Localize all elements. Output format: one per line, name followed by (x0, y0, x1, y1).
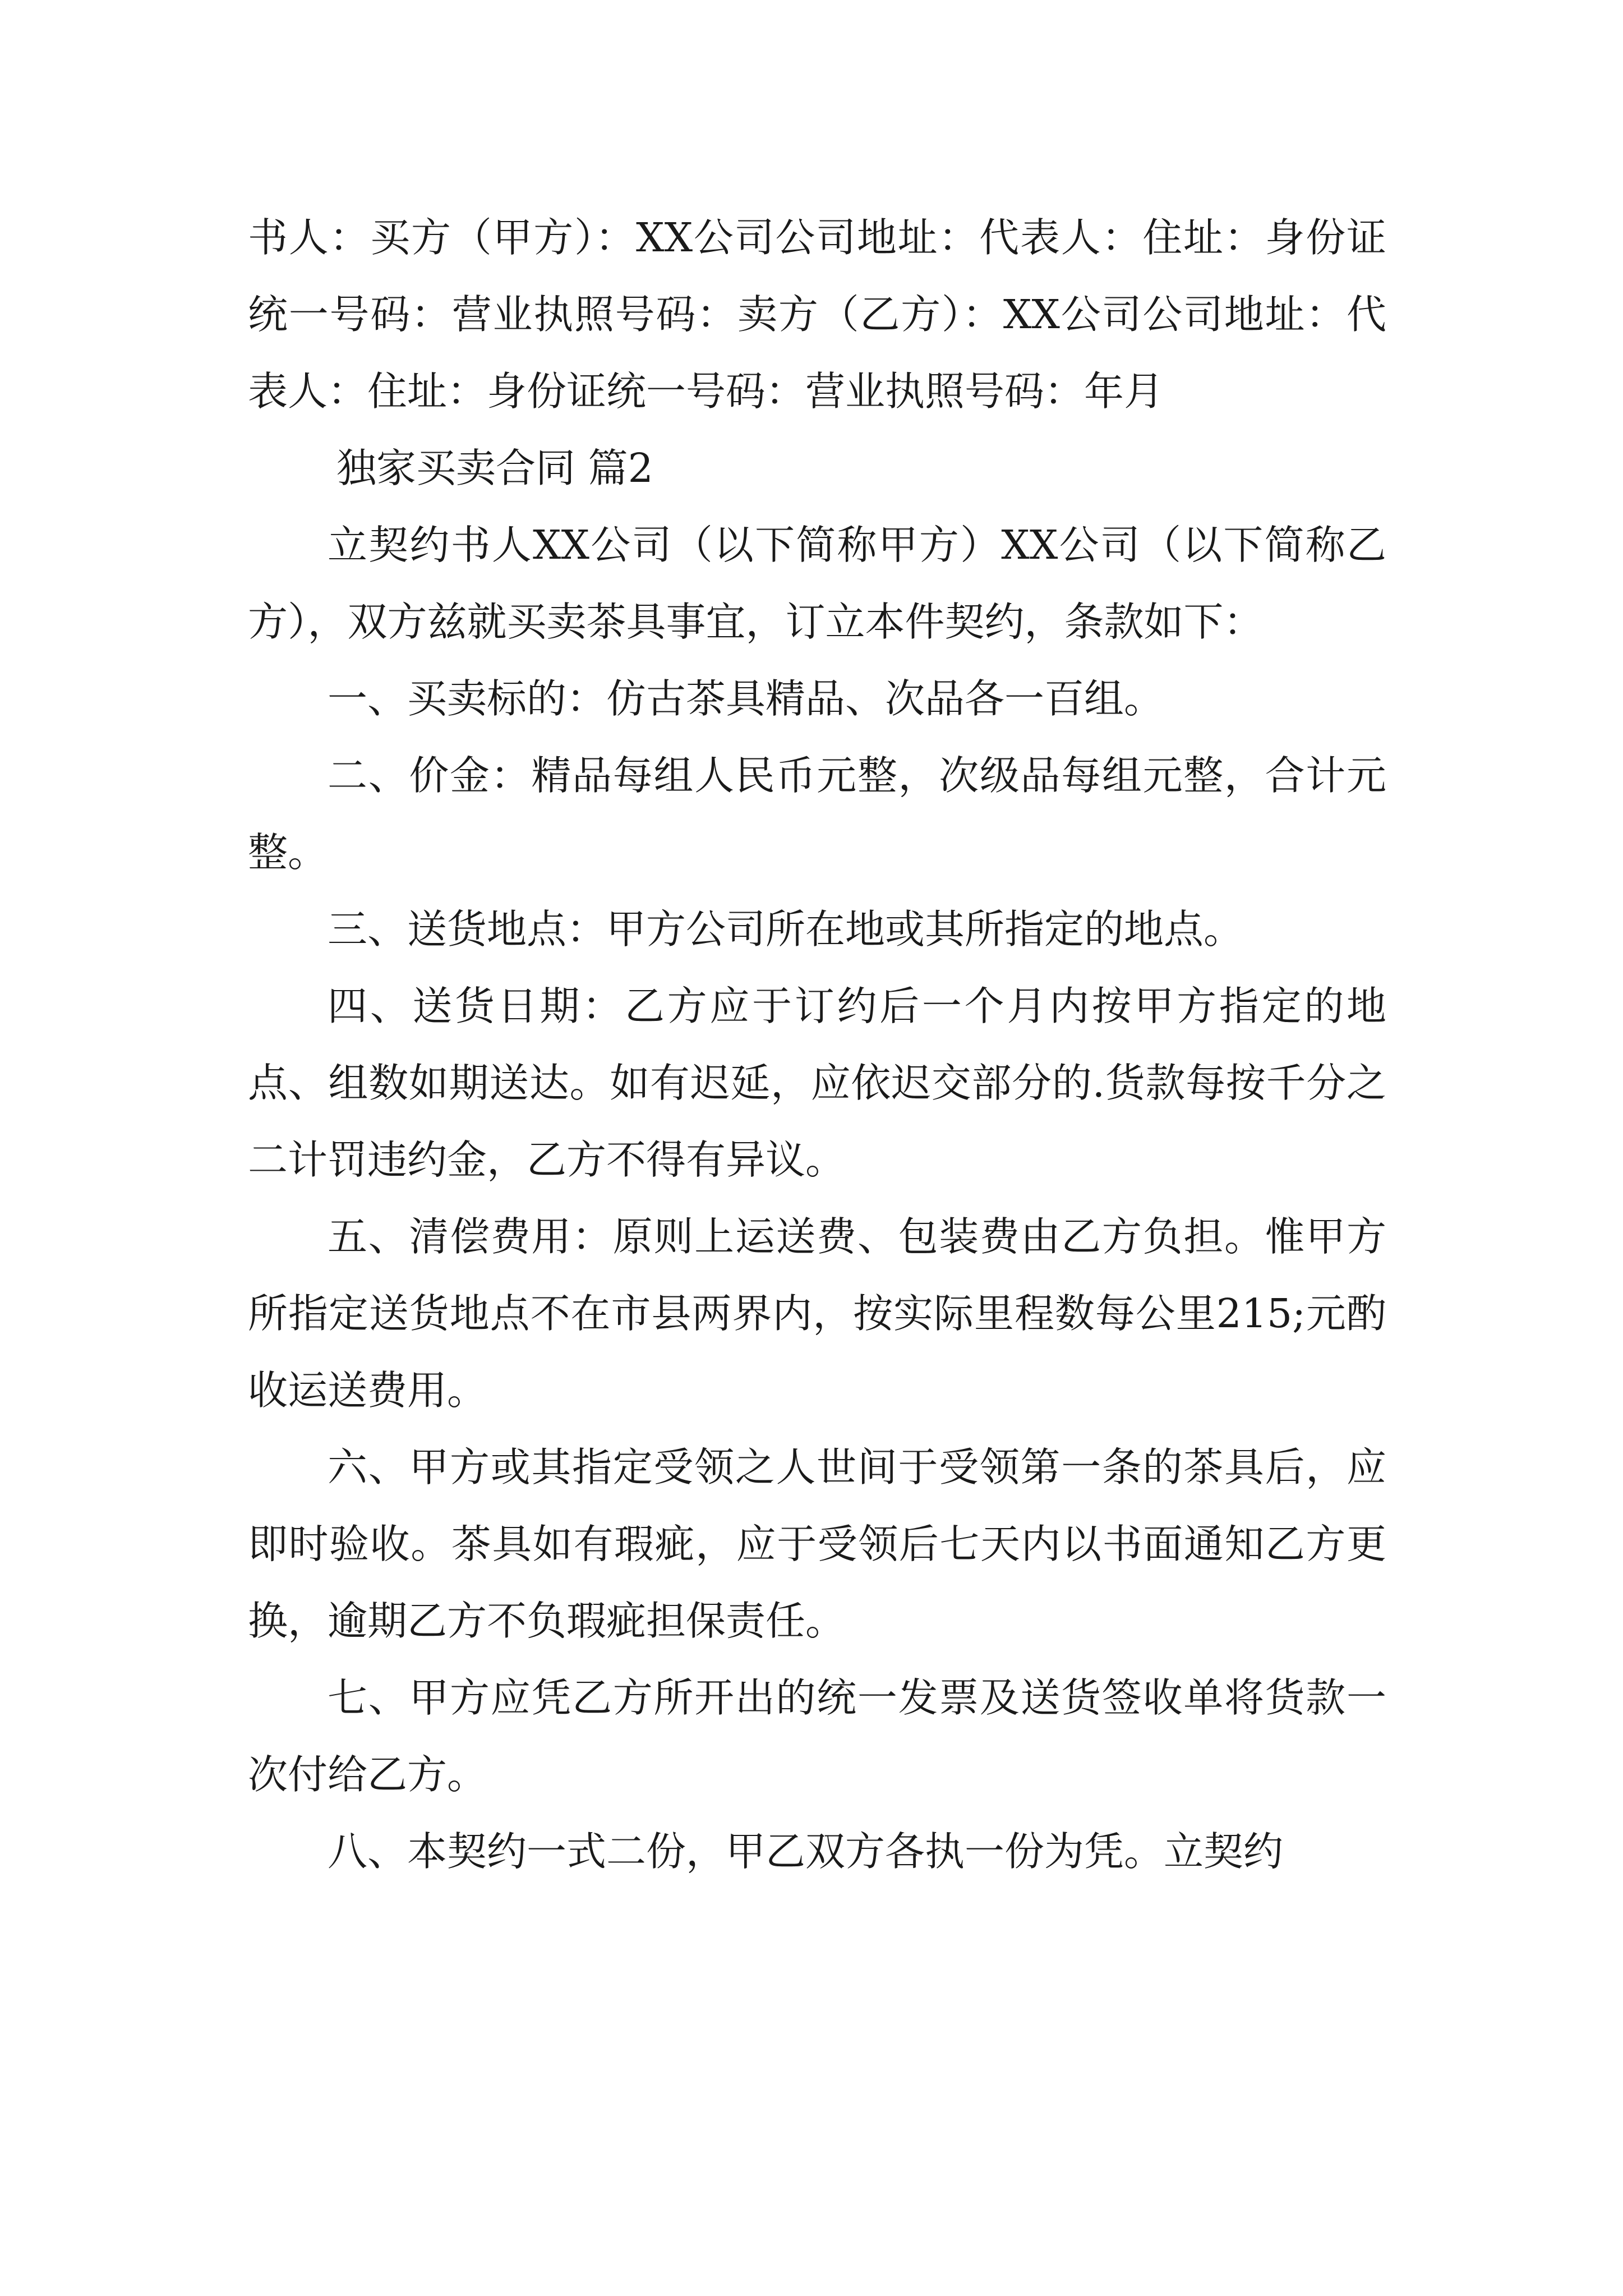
clause-4: 四、送货日期：乙方应于订约后一个月内按甲方指定的地点、组数如期送达。如有迟延，应依迟交部分的.货款每按千分之二计罚违约金，乙方不得有异议。 (248, 983, 1386, 1183)
clause-5: 五、清偿费用：原则上运送费、包装费由乙方负担。惟甲方所指定送货地点不在市县两界内，按实际里程数每公里215;元酌收运送费用。 (248, 1213, 1386, 1414)
section-heading: 独家买卖合同 篇2 (336, 445, 653, 491)
clause-1: 一、买卖标的：仿古茶具精品、次品各一百组。 (328, 675, 1164, 722)
clause-8: 八、本契约一式二份，甲乙双方各执一份为凭。立契约 (328, 1828, 1284, 1875)
clause-2: 二、价金：精品每组人民币元整，次级品每组元整，合计元整。 (248, 752, 1386, 876)
preamble-paragraph: 立契约书人XX公司（以下简称甲方）XX公司（以下简称乙方），双方兹就买卖茶具事宜，订立本件契约，条款如下： (248, 522, 1386, 645)
intro-fragment: 书人：买方（甲方）：XX公司公司地址：代表人：住址：身份证统一号码：营业执照号码：卖方（乙方）：XX公司公司地址：代表人：住址：身份证统一号码：营业执照号码：年月 (248, 214, 1386, 415)
document-page (248, 199, 1386, 1890)
clause-6: 六、甲方或其指定受领之人世间于受领第一条的茶具后，应即时验收。茶具如有瑕疵，应于受领后七天内以书面通知乙方更换，逾期乙方不负瑕疵担保责任。 (248, 1444, 1386, 1644)
clause-3: 三、送货地点：甲方公司所在地或其所指定的地点。 (328, 906, 1244, 953)
clause-7: 七、甲方应凭乙方所开出的统一发票及送货签收单将货款一次付给乙方。 (248, 1674, 1386, 1798)
